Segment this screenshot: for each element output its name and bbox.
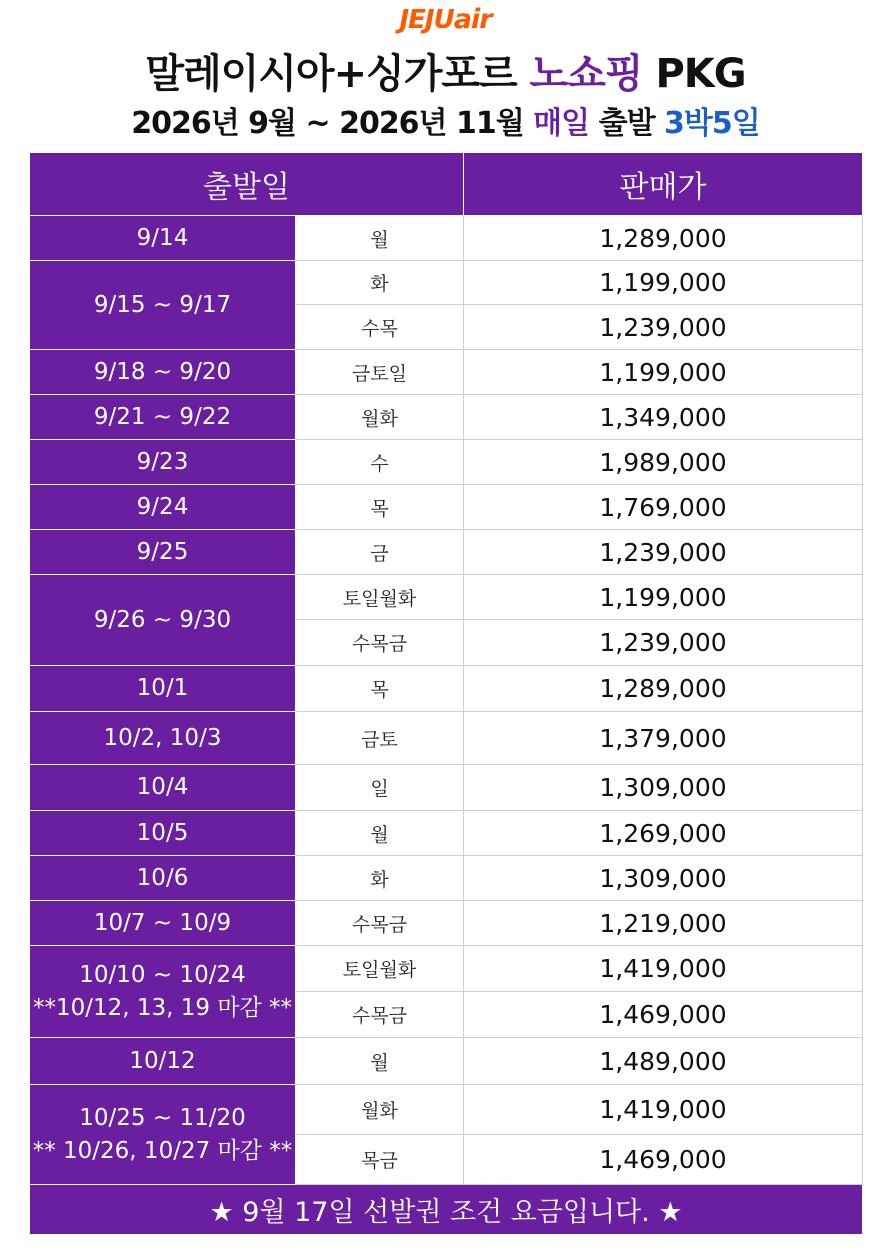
logo-main-text: JEJU (399, 5, 454, 35)
departure-date-cell (30, 530, 296, 575)
weekday-cell: 토일월화 (296, 946, 464, 992)
price-cell: 1,199,000 (464, 575, 863, 620)
header-price: 판매가 (464, 153, 863, 216)
price-cell: 1,309,000 (464, 856, 863, 901)
weekday-cell: 목 (296, 485, 464, 530)
page-title (0, 48, 891, 100)
price-cell: 1,379,000 (464, 712, 863, 765)
weekday-cell: 수목금 (296, 992, 464, 1038)
subtitle-period: 2026년 9월 ~ 2026년 11월 (131, 106, 524, 141)
price-cell: 1,199,000 (464, 261, 863, 305)
departure-date: 9/14 (136, 224, 189, 251)
departure-date: 10/1 (136, 675, 189, 701)
departure-date: 9/25 (136, 538, 189, 565)
price-cell: 1,239,000 (464, 620, 863, 666)
departure-date-cell (30, 485, 296, 530)
departure-date: 10/25 ~ 11/20 (79, 1104, 246, 1131)
weekday-cell: 금토일 (296, 350, 464, 395)
departure-date-cell (30, 666, 296, 712)
title-highlight: 노쇼핑 (529, 51, 643, 97)
weekday-cell: 월화 (296, 395, 464, 440)
table-row (30, 395, 863, 440)
price-cell: 1,239,000 (464, 305, 863, 350)
departure-date-cell (30, 575, 296, 666)
price-table (29, 152, 863, 1235)
departure-date-cell (30, 1038, 296, 1085)
departure-date: 10/2, 10/3 (103, 724, 222, 751)
departure-date-cell (30, 216, 296, 261)
departure-date-note: ** 10/26, 10/27 마감 ** (32, 1137, 293, 1164)
departure-date: 9/21 ~ 9/22 (93, 403, 232, 430)
weekday-cell: 목금 (296, 1135, 464, 1185)
departure-date: 9/15 ~ 9/17 (93, 291, 232, 318)
table-row (30, 261, 863, 305)
table-row (30, 485, 863, 530)
departure-date: 10/7 ~ 10/9 (93, 909, 232, 936)
price-cell: 1,199,000 (464, 350, 863, 395)
departure-date: 10/4 (136, 774, 189, 800)
weekday-cell: 화 (296, 856, 464, 901)
weekday-cell: 월 (296, 1038, 464, 1085)
departure-date-cell (30, 350, 296, 395)
departure-date-cell (30, 811, 296, 856)
price-cell: 1,989,000 (464, 440, 863, 485)
departure-date-cell (30, 765, 296, 811)
weekday-cell: 월 (296, 216, 464, 261)
price-cell: 1,239,000 (464, 530, 863, 575)
jejuair-logo (0, 2, 891, 38)
table-row (30, 440, 863, 485)
page-subtitle (0, 104, 891, 144)
price-cell: 1,419,000 (464, 946, 863, 992)
price-cell: 1,289,000 (464, 216, 863, 261)
price-cell: 1,769,000 (464, 485, 863, 530)
departure-date: 9/18 ~ 9/20 (93, 358, 232, 385)
footer-note: ★ 9월 17일 선발권 조건 요금입니다. ★ (30, 1185, 863, 1235)
weekday-cell: 화 (296, 261, 464, 305)
weekday-cell: 수목 (296, 305, 464, 350)
price-cell: 1,349,000 (464, 395, 863, 440)
departure-date: 9/23 (136, 448, 189, 475)
subtitle-depart: 출발 (598, 106, 655, 141)
weekday-cell: 금 (296, 530, 464, 575)
title-suffix: PKG (655, 51, 746, 97)
table-row (30, 765, 863, 811)
table-row (30, 350, 863, 395)
table-row (30, 712, 863, 765)
departure-date-cell (30, 856, 296, 901)
table-row (30, 1085, 863, 1135)
departure-date: 9/24 (136, 493, 189, 520)
price-cell: 1,309,000 (464, 765, 863, 811)
table-row (30, 530, 863, 575)
departure-date: 10/12 (129, 1047, 196, 1074)
price-cell: 1,469,000 (464, 1135, 863, 1185)
weekday-cell: 수 (296, 440, 464, 485)
price-cell: 1,489,000 (464, 1038, 863, 1085)
price-cell: 1,469,000 (464, 992, 863, 1038)
price-cell: 1,289,000 (464, 666, 863, 712)
weekday-cell: 월화 (296, 1085, 464, 1135)
logo-accent-text: air (453, 4, 492, 35)
table-row (30, 856, 863, 901)
weekday-cell: 금토 (296, 712, 464, 765)
departure-date: 10/5 (136, 819, 189, 846)
departure-date-cell (30, 901, 296, 946)
table-row (30, 575, 863, 620)
departure-date: 10/6 (136, 864, 189, 891)
footer-row (30, 1185, 863, 1235)
table-row (30, 811, 863, 856)
departure-date: 9/26 ~ 9/30 (93, 606, 232, 633)
title-main: 말레이시아+싱가포르 (145, 51, 517, 97)
weekday-cell: 토일월화 (296, 575, 464, 620)
table-header-row (30, 153, 863, 216)
subtitle-daily: 매일 (533, 106, 590, 141)
price-table-body (30, 216, 863, 1185)
table-row (30, 946, 863, 992)
departure-date-cell (30, 1085, 296, 1185)
weekday-cell: 목 (296, 666, 464, 712)
table-row (30, 1038, 863, 1085)
price-cell: 1,269,000 (464, 811, 863, 856)
table-row (30, 901, 863, 946)
weekday-cell: 일 (296, 765, 464, 811)
subtitle-duration: 3박5일 (664, 106, 760, 141)
price-cell: 1,219,000 (464, 901, 863, 946)
table-row (30, 216, 863, 261)
weekday-cell: 월 (296, 811, 464, 856)
departure-date-cell (30, 261, 296, 350)
weekday-cell: 수목금 (296, 901, 464, 946)
header-departure: 출발일 (30, 153, 464, 216)
departure-date-cell (30, 440, 296, 485)
departure-date-cell (30, 946, 296, 1038)
departure-date: 10/10 ~ 10/24 (79, 961, 246, 988)
table-row (30, 666, 863, 712)
departure-date-cell (30, 712, 296, 765)
price-cell: 1,419,000 (464, 1085, 863, 1135)
departure-date-cell (30, 395, 296, 440)
departure-date-note: **10/12, 13, 19 마감 ** (32, 994, 293, 1021)
weekday-cell: 수목금 (296, 620, 464, 666)
